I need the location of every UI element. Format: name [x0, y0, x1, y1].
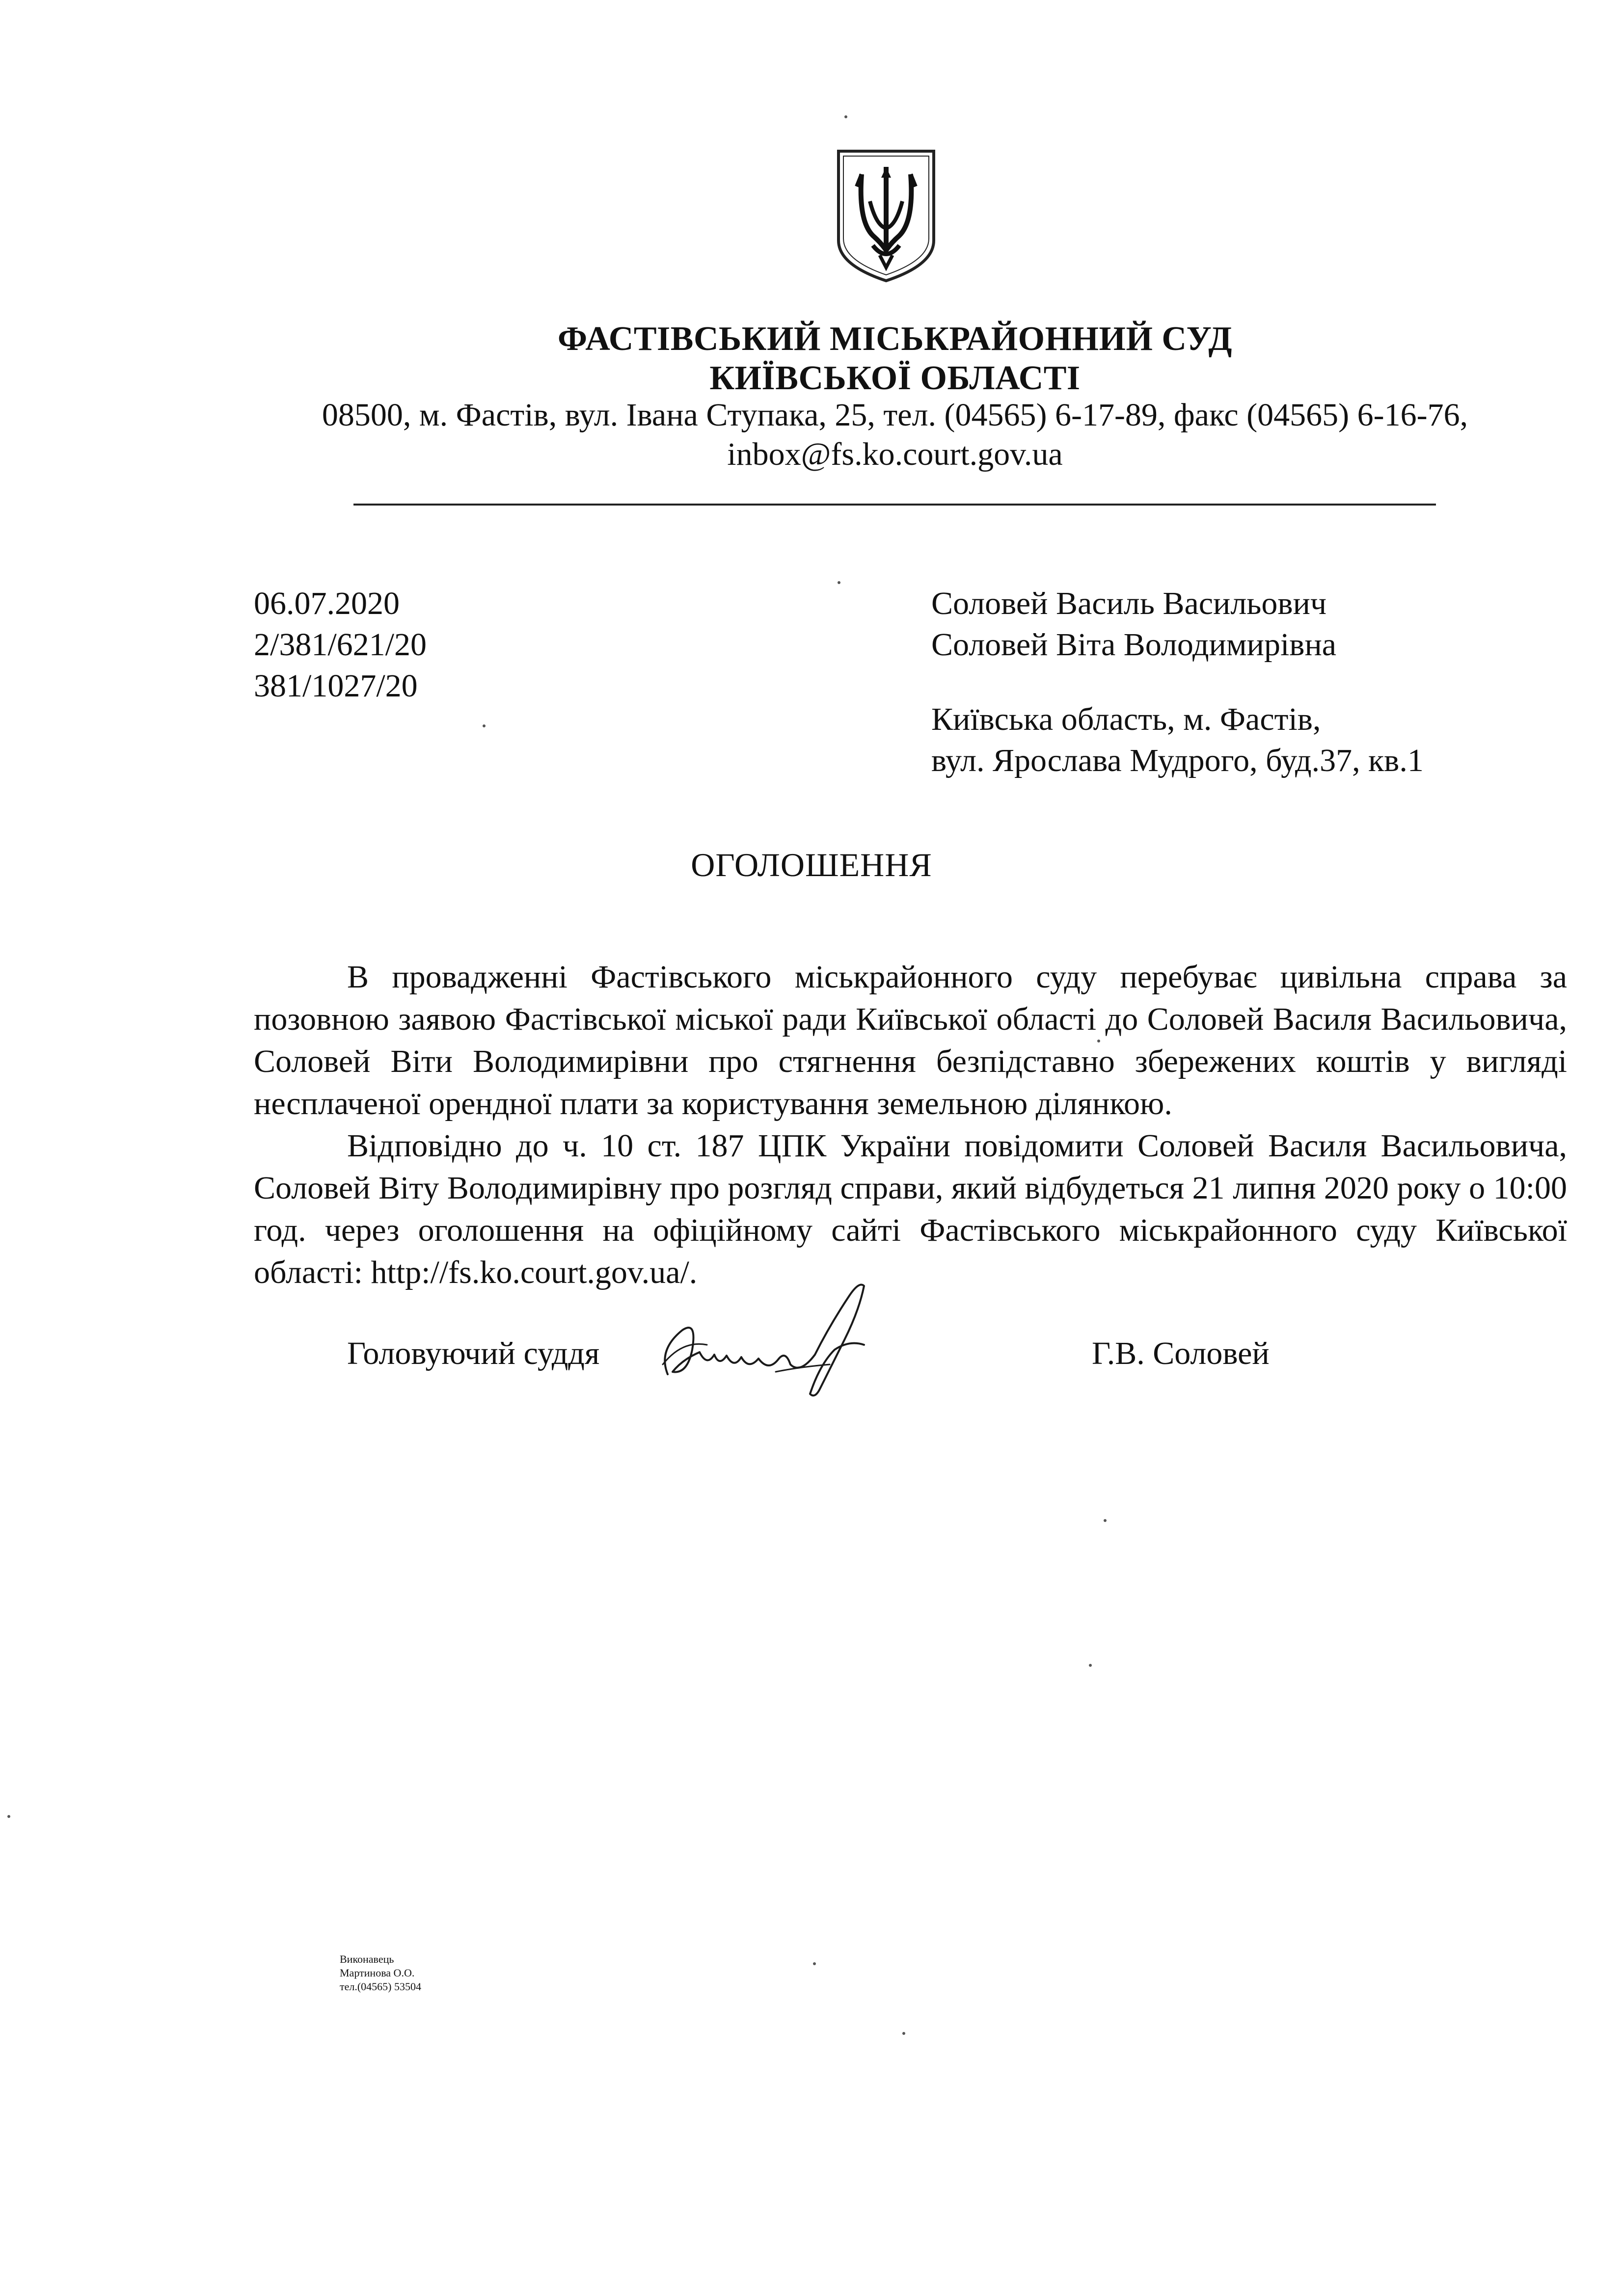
recipient-name-1: Соловей Василь Васильович [931, 586, 1327, 621]
body-paragraph-1: В провадженні Фастівського міськрайонного суду перебуває цивільна справа за позовною заявою Фастівської міської ради Київської області до Соловей Василя Васильовича, Соловей Віти Володимирівни про стягнення безпідставно збережених коштів у вигляді несплаченої орендної плати за користування земельною ділянкою. [254, 959, 1567, 1121]
court-name-line2: КИЇВСЬКОЇ ОБЛАСТІ [709, 359, 1081, 397]
document-body [254, 956, 1567, 1294]
case-number: 381/1027/20 [254, 668, 418, 704]
scan-speck [813, 1962, 816, 1965]
court-address: 08500, м. Фастів, вул. Івана Ступака, 25, тел. (04565) 6-17-89, факс (04565) 6-16-76, [322, 397, 1468, 433]
document-meta [254, 583, 427, 707]
recipient-names [931, 583, 1336, 666]
coat-of-arms-of-ukraine-icon [835, 147, 938, 285]
recipient-address-line1: Київська область, м. Фастів, [931, 701, 1321, 737]
executor-label: Виконавець [340, 1953, 394, 1965]
scan-speck [1097, 1040, 1100, 1042]
executor-phone: тел.(04565) 53504 [340, 1980, 422, 1993]
recipient-name-2: Соловей Віта Володимирівна [931, 627, 1337, 663]
document-date: 06.07.2020 [254, 586, 400, 621]
recipient-address [931, 699, 1424, 781]
scan-speck [1104, 1519, 1107, 1522]
handwritten-signature [653, 1266, 908, 1414]
scan-speck [483, 724, 486, 727]
document-heading: ОГОЛОШЕННЯ [691, 846, 932, 883]
executor-block [340, 1952, 421, 1994]
reference-number: 2/381/621/20 [254, 627, 427, 663]
scan-speck [1089, 1664, 1092, 1667]
body-paragraph-2: Відповідно до ч. 10 ст. 187 ЦПК України повідомити Соловей Василя Васильовича, Соловей Віту Володимирівну про розгляд справи, який відбудеться 21 липня 2020 року о 10:00 год. через оголошення на офіційному сайті Фастівського міськрайонного суду Київської області: http://fs.ko.court.gov.ua/. [254, 1128, 1567, 1290]
scan-speck [844, 115, 847, 118]
scan-speck [7, 1815, 10, 1818]
recipient-address-line2: вул. Ярослава Мудрого, буд.37, кв.1 [931, 743, 1424, 778]
signatory-title: Головуючий суддя [347, 1335, 600, 1371]
court-email: inbox@fs.ko.court.gov.ua [727, 436, 1063, 472]
scan-speck [838, 581, 840, 584]
header-divider [353, 504, 1436, 506]
executor-name: Мартинова О.О. [340, 1967, 415, 1979]
scan-speck [902, 2032, 905, 2035]
court-name-line1: ФАСТІВСЬКИЙ МІСЬКРАЙОННИЙ СУД [558, 320, 1232, 358]
signatory-name: Г.В. Соловей [1092, 1335, 1270, 1371]
